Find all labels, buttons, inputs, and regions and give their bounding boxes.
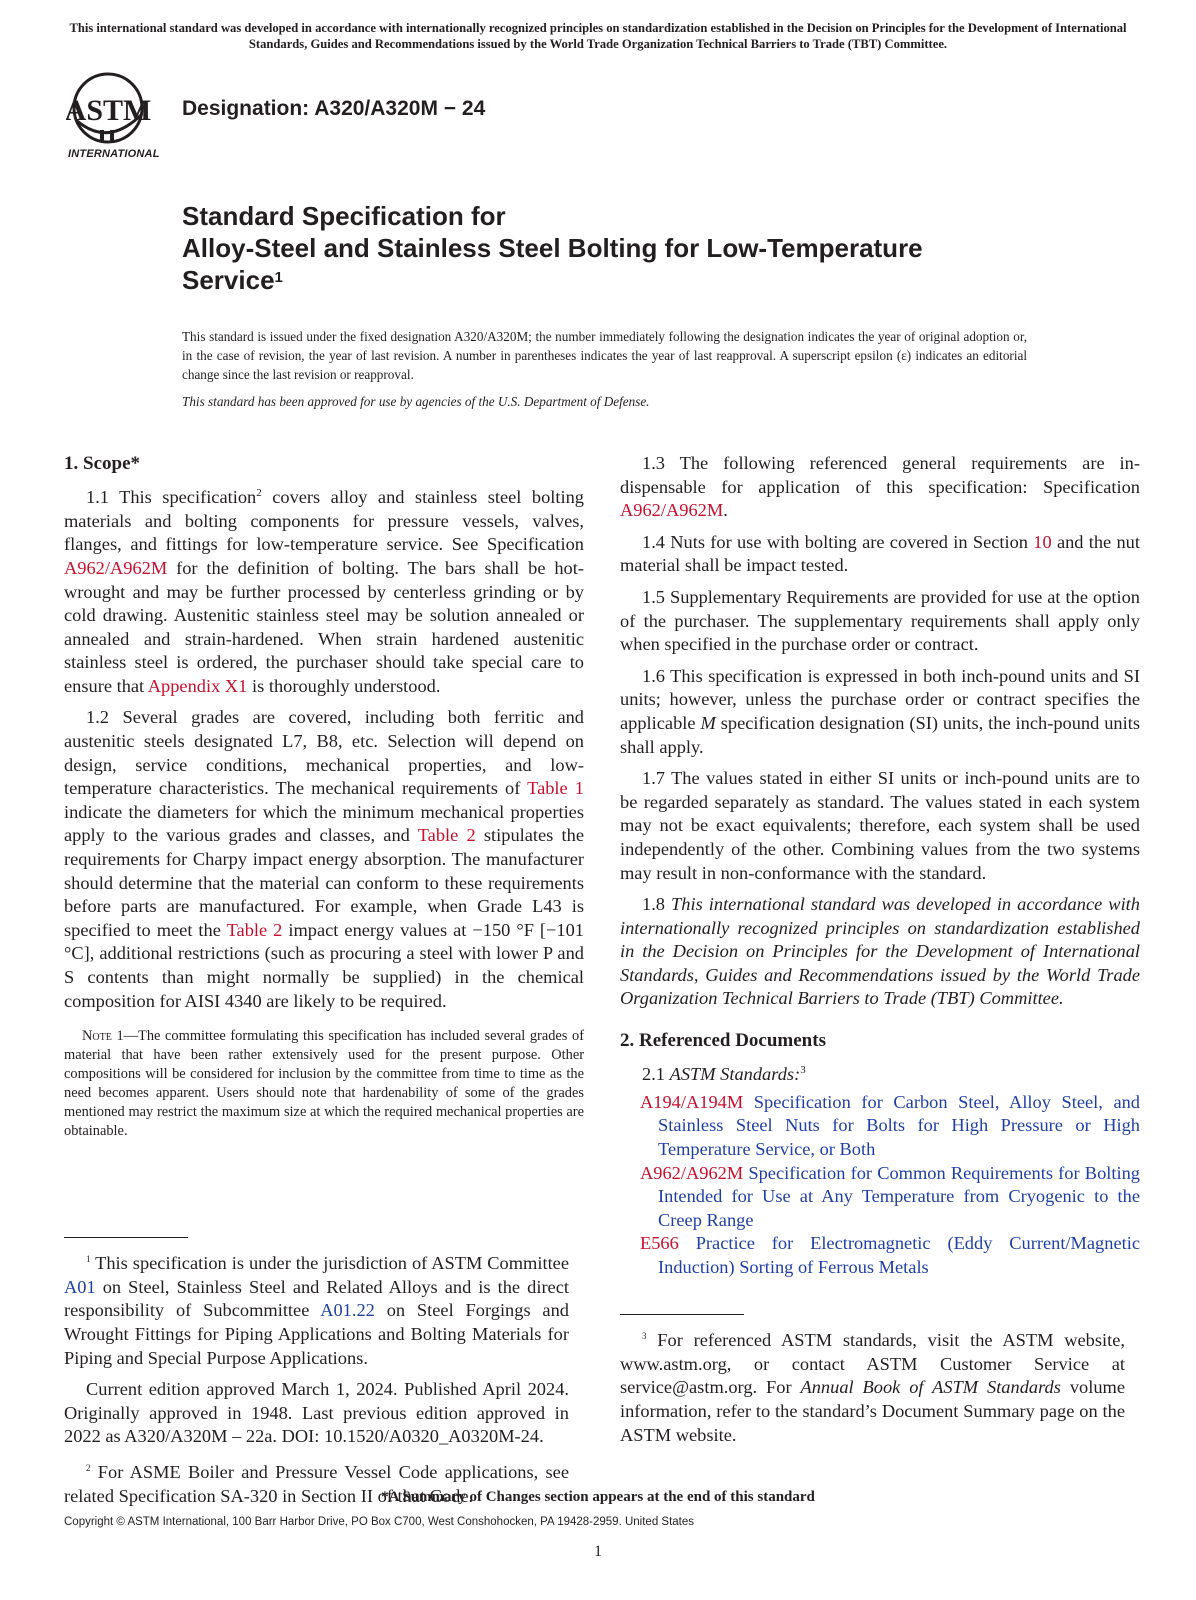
footnote-1: $^1$ This specification is under the jurisdiction of ASTM Committee A01 on Steel, Stainless Steel and Related Alloys and is the direct responsibility of Subcommittee A01.22 on Steel Forgings and Wrought Fittings for Piping Applications and Bolting Materials for Piping and Special Purpose Applications. [64,1253,569,1368]
page-number: 1 [594,1543,602,1560]
document-title [182,200,1082,296]
copyright: Copyright © ASTM International, 100 Barr Harbor Drive, PO Box C700, West Conshohocken, PA 19428-2959. United States [64,1516,695,1528]
designation: Designation: A320/A320M − 24 [182,97,486,120]
link-table-2[interactable]: Table 2 [417,825,476,846]
logo-letters: ASTM [66,94,152,127]
issue-note: This standard is issued under the fixed designation A320/A320M; the number immediately following the designation indicates the year of original adoption or, in the case of revision, the year of last revision. A number in parentheses indicates the year of last reapproval. A superscript epsilon (ε) indicates an editorial change since the last revision or reapproval. [182,329,1027,382]
title-line-3: Service$^1$ [182,265,283,295]
para-1-4: 1.4 Nuts for use with bolting are covered in Section 10 and the nut material shall be impact tested. [620,531,1140,576]
right-footnotes [620,1314,1125,1455]
link-a01[interactable]: A01 [64,1276,96,1297]
para-1-7: 1.7 The values stated in either SI units or inch-pound units are to be regarded separately as standard. The values stated in each system may not be exact equivalents; therefore, each system shall be used independently of the other. Combining values from the two systems may result in non-conformance with the standard. [620,768,1140,883]
dod-note: This standard has been approved for use by agencies of the U.S. Department of Defense. [182,394,650,409]
link-a962-2[interactable]: A962/A962M [620,500,724,521]
footnote-2: $^2$ For ASME Boiler and Pressure Vessel Code applications, see related Specification SA-320 in Section II of that Code. [64,1462,569,1506]
astm-standards-list [620,1091,1140,1280]
note-1: Note 1—The committee formulating this specification has included several grades of material that have been rather extensively used for the present purpose. Other compositions will be considered for inclusion by the committee from time to time as the need becomes apparent. Users should note that hardenability of some of the grades mentioned may restrict the maximum size at which the required mechanical properties are obtainable. [64,1028,585,1140]
link-a962[interactable]: A962/A962M [64,557,168,578]
link-a01-22[interactable]: A01.22 [320,1300,375,1321]
title-line-1: Standard Specification for [182,201,506,231]
title-footnote-mark: 1 [274,269,283,286]
logo-subtitle: INTERNATIONAL [68,148,160,160]
left-column [64,452,585,1506]
para-1-2: 1.2 Several grades are covered, including both ferritic and austenitic steels designated L7, B8, etc. Selection will depend on design, service conditions, mechanical properties, and low-temperature characteristics. The mechanical requirements of Table 1 indicate the diameters for which the minimum mechanical properties apply to the various grades and classes, and Table 2 stipulates the requirements for Charpy impact energy absorption. The manufacturer should determine that the material can conform to these requirements before parts are manufactured. For example, when Grade L43 is specified to meet the Table 2 impact energy values at −150 °F [−101 °C], additional restrictions (such as procuring a steel with lower P and S contents than might normally be supplied) in the chemical composition for AISI 4340 are likely to be required. [64,707,585,1011]
ref-e566[interactable]: E566 Practice for Electromagnetic (Eddy Current/Magnetic Induction) Sorting of Ferrous Metals [640,1233,1140,1277]
para-1-3: 1.3 The following referenced general requirements are indispensable for application of this specification: Specification A962/A962M. [620,453,1140,521]
ref-a962[interactable]: A962/A962M Specification for Common Requirements for Bolting Intended for Use at Any Temperature from Cryogenic to the Creep Range [640,1162,1140,1230]
link-section-10[interactable]: 10 [1033,531,1052,552]
section-1-heading: 1. Scope* [64,453,140,474]
footnote-rule [64,1237,188,1238]
para-2-1: 2.1 ASTM Standards:$^3$ [642,1064,806,1085]
astm-logo [66,68,166,164]
para-1-1: 1.1 This specification$^2$ covers alloy and stainless steel bolting materials and bolting components for pressure vessels, valves, flanges, and fittings for low-temperature service. See Specification A962/A962M for the definition of bolting. The bars shall be hot-wrought and may be further processed by centerless grinding or by cold drawing. Austenitic stainless steel may be solution annealed or annealed and strain-hardened. When strain hardened austenitic stainless steel is ordered, the purchaser should take special care to ensure that Appendix X1 is thoroughly understood. [64,487,584,696]
ref-a194[interactable]: A194/A194M Specification for Carbon Steel, Alloy Steel, and Stainless Steel Nuts for Bolts for High Pressure or High Temperature Service, or Both [640,1091,1140,1159]
para-1-6: 1.6 This specification is expressed in both inch-pound units and SI units; however, unless the purchase order or contract specifies the applicable M specification designation (SI) units, the inch-pound units shall apply. [620,665,1141,757]
footnote-rule-right [620,1314,744,1315]
footnote-3: $^3$ For referenced ASTM standards, visit the ASTM website, www.astm.org, or contact ASTM Customer Service at service@astm.org. For Annual Book of ASTM Standards volume information, refer to the standard’s Document Summary page on the ASTM website. [620,1330,1125,1445]
link-appendix-x1[interactable]: Appendix X1 [147,675,248,696]
link-table-1[interactable]: Table 1 [527,778,584,799]
para-1-8: 1.8 This international standard was developed in accordance with internationally recognized principles on standardization established in the Decision on Principles for the Development of International Standards, Guides and Recommendations issued by the World Trade Organization Technical Barriers to Trade (TBT) Committee. [620,894,1140,1009]
left-footnotes [64,1237,569,1516]
link-table-2b[interactable]: Table 2 [226,919,283,940]
summary-of-changes-note: *A Summary of Changes section appears at the end of this standard [381,1489,815,1505]
para-1-5: 1.5 Supplementary Requirements are provided for use at the option of the purchaser. The supplementary requirements shall apply only when specified in the purchase order or contract. [620,586,1140,655]
footnote-1-edition: Current edition approved March 1, 2024. Published April 2024. Originally approved in 1948. Last previous edition approved in 2022 as A320/A320M – 22a. DOI: 10.1520/A0320_A0320M-24. [64,1379,569,1447]
section-2-heading: 2. Referenced Documents [620,1030,826,1052]
right-column [620,452,1141,1445]
title-line-2: Alloy-Steel and Stainless Steel Bolting for Low-Temperature [182,233,923,263]
tbt-notice: This international standard was developed in accordance with internationally recognized principles on standardization established in the Decision on Principles for the Development of International Standards, Guides and Recommendations issued by the World Trade Organization Technical Barriers to Trade (TBT) Committee. [69,21,1127,51]
